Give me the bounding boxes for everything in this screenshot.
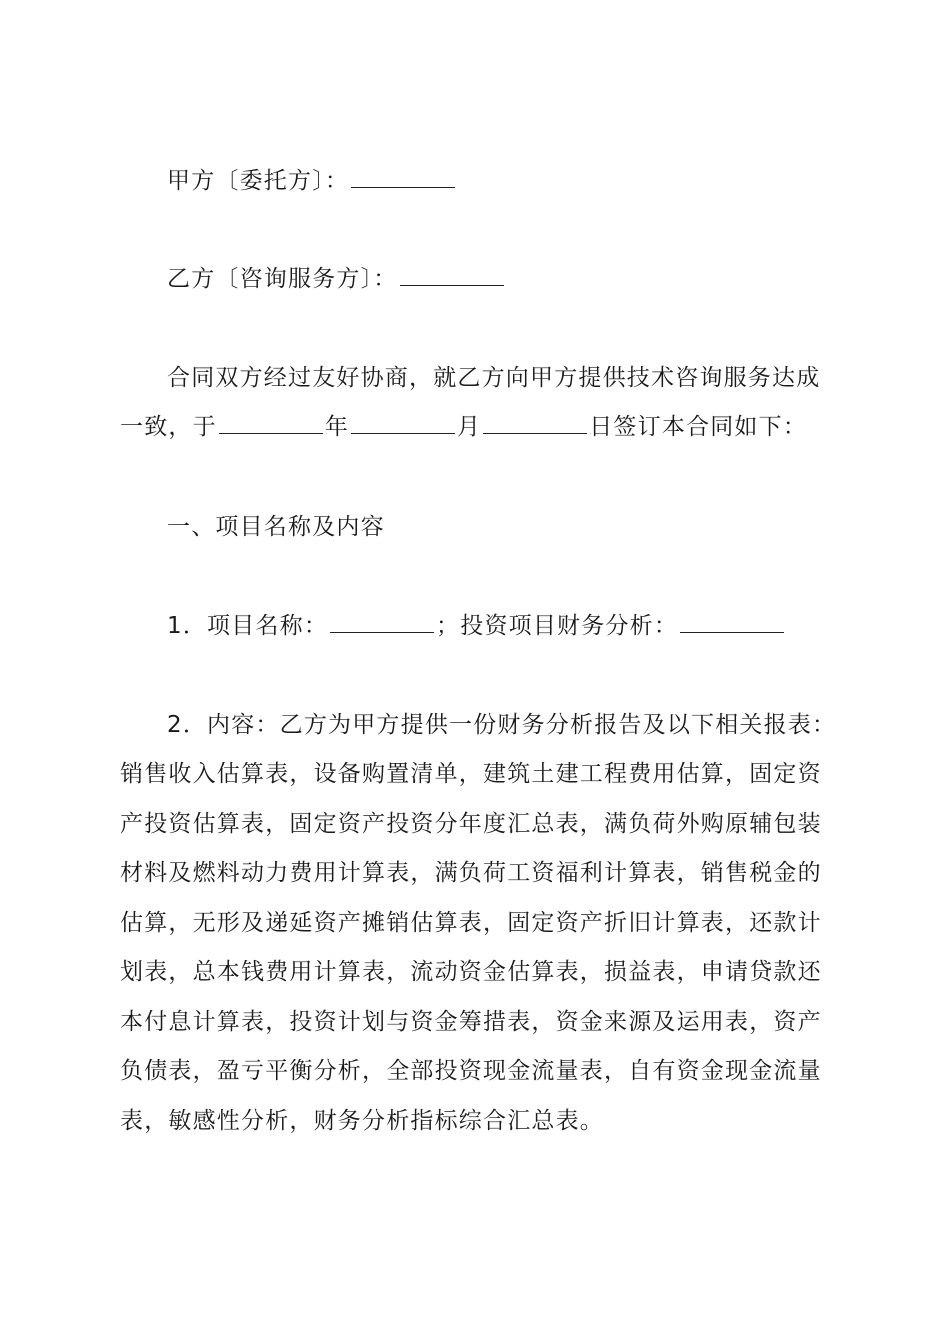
day-blank bbox=[483, 413, 587, 434]
party-b-label: 乙方〔咨询服务方〕： bbox=[167, 266, 398, 292]
year-label: 年 bbox=[324, 414, 350, 440]
month-label: 月 bbox=[457, 414, 482, 440]
item-2-line-6: 划表，总本钱费用计算表，流动资金估算表，损益表，申请贷款还 bbox=[120, 959, 822, 985]
item-2-line-4: 材料及燃料动力费用计算表，满负荷工资福利计算表，销售税金的 bbox=[120, 860, 822, 886]
party-a-blank bbox=[351, 167, 455, 188]
item-2-line-9: 表，敏感性分析，财务分析指标综合汇总表。 bbox=[120, 1108, 604, 1134]
party-a-line bbox=[167, 166, 847, 196]
item-2-line-3: 产投资估算表，固定资产投资分年度汇总表，满负荷外购原辅包装 bbox=[120, 811, 822, 837]
party-b-blank bbox=[400, 265, 504, 286]
intro-line-2 bbox=[120, 412, 840, 442]
item-1-name-label: 1．项目名称： bbox=[167, 613, 329, 639]
item-2-line-5: 估算，无形及递延资产摊销估算表，固定资产折旧计算表，还款计 bbox=[120, 910, 822, 936]
item-1-name-blank bbox=[330, 612, 434, 633]
party-a-label: 甲方〔委托方〕： bbox=[167, 168, 350, 194]
item-2-line-7: 本付息计算表，投资计划与资金筹措表，资金来源及运用表，资产 bbox=[120, 1009, 822, 1035]
item-2-line-2: 销售收入估算表，设备购置清单，建筑土建工程费用估算，固定资 bbox=[120, 761, 822, 787]
item-2-line-8: 负债表，盈亏平衡分析，全部投资现金流量表，自有资金现金流量 bbox=[120, 1058, 822, 1084]
item-1-line bbox=[167, 611, 847, 641]
item-2-line-1: 2．内容：乙方为甲方提供一份财务分析报告及以下相关报表： bbox=[167, 712, 837, 738]
intro-start: 一致，于 bbox=[120, 414, 217, 440]
intro-line-1: 合同双方经过友好协商，就乙方向甲方提供技术咨询服务达成 bbox=[167, 365, 821, 391]
section-1-heading: 一、项目名称及内容 bbox=[167, 514, 385, 540]
item-1-finance-blank bbox=[680, 612, 784, 633]
year-blank bbox=[219, 413, 323, 434]
day-sign-label: 日签订本合同如下： bbox=[589, 414, 808, 440]
item-1-finance-label: ；投资项目财务分析： bbox=[436, 613, 679, 639]
party-b-line bbox=[167, 264, 847, 294]
month-blank bbox=[351, 413, 455, 434]
